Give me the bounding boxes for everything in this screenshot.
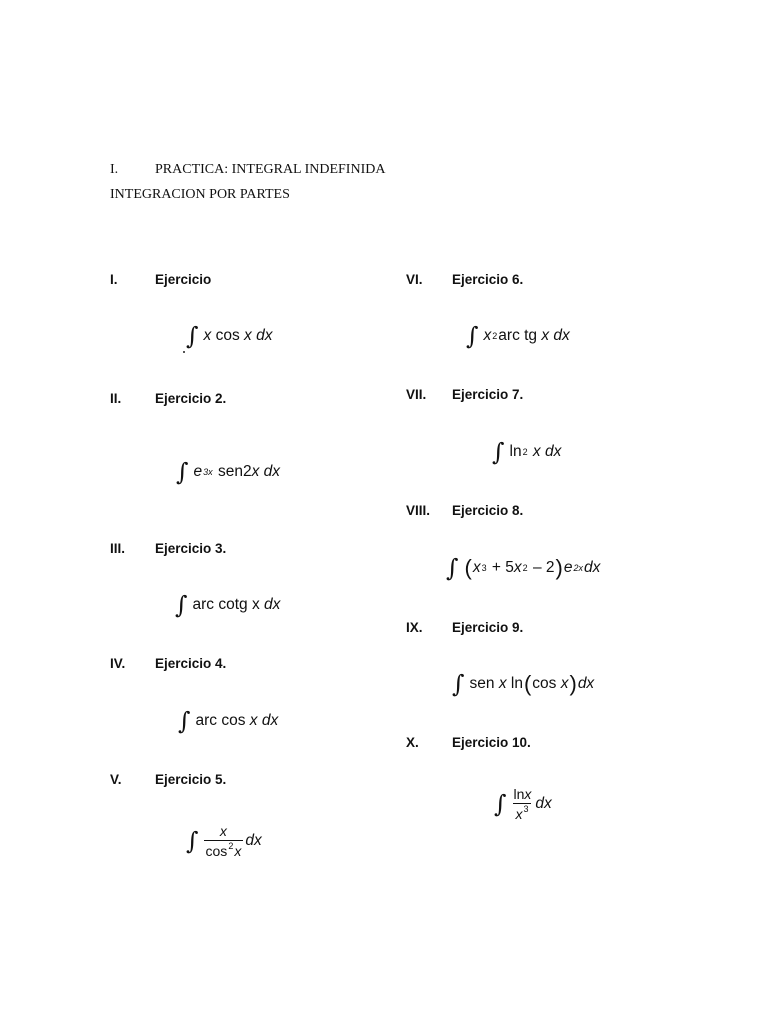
page-title: PRACTICA: INTEGRAL INDEFINIDA	[155, 162, 386, 177]
exercise-2-numeral: II.	[110, 391, 122, 406]
exercise-1-numeral: I.	[110, 272, 118, 287]
exercise-10-numeral: X.	[406, 735, 419, 750]
exercise-3-formula: ∫ arc cotg x dx	[175, 591, 281, 619]
integral-sign: ∫	[452, 670, 465, 698]
exercise-10-formula: ∫ $\frac{\ln x}{x^3}$ dx	[494, 786, 552, 822]
exercise-6-label: Ejercicio 6.	[452, 272, 524, 287]
exercise-8-formula: ∫ ( x 3 + 5 x 2 – 2 ) e 2x dx	[446, 554, 601, 582]
integral-sign: ∫	[176, 458, 189, 486]
fraction: $\frac{x}{\cos^2x}$	[205, 823, 242, 859]
exercise-9-formula: ∫ sen x ln ( cos x ) dx	[452, 670, 595, 698]
integral-sign: ∫	[494, 790, 507, 819]
exercise-1-label: Ejercicio	[155, 272, 212, 287]
integral-sign: ∫	[186, 827, 199, 856]
exercise-4-numeral: IV.	[110, 656, 126, 671]
exercise-2-label: Ejercicio 2.	[155, 391, 227, 406]
exercise-6-formula: ∫ x 2 arc tg x dx	[466, 322, 570, 350]
exercise-5-formula: ∫ $\frac{x}{\cos^2x}$ dx	[186, 823, 262, 859]
exercise-2-formula: ∫ e 3x sen 2 x dx	[176, 458, 281, 486]
integral-sign: ∫	[175, 591, 188, 619]
exercise-3-label: Ejercicio 3.	[155, 541, 227, 556]
exercise-4-formula: ∫ arc cos x dx	[178, 707, 279, 735]
exercise-8-numeral: VIII.	[406, 503, 431, 518]
integral-sign: ∫	[492, 438, 505, 466]
exercise-5-numeral: V.	[110, 772, 122, 787]
exercise-4-label: Ejercicio 4.	[155, 656, 227, 671]
exercise-8-label: Ejercicio 8.	[452, 503, 524, 518]
exercise-9-numeral: IX.	[406, 620, 423, 635]
exercise-9-label: Ejercicio 9.	[452, 620, 524, 635]
page-subtitle: INTEGRACION POR PARTES	[110, 187, 290, 202]
exercise-7-numeral: VII.	[406, 387, 427, 402]
integral-sign: ∫	[466, 322, 479, 350]
exercise-7-label: Ejercicio 7.	[452, 387, 524, 402]
exercise-10-label: Ejercicio 10.	[452, 735, 531, 750]
exercise-7-formula: ∫ ln 2 x dx	[492, 438, 562, 466]
stray-mark	[183, 351, 185, 353]
fraction: $\frac{\ln x}{x^3}$	[513, 786, 532, 822]
exercise-6-numeral: VI.	[406, 272, 423, 287]
integral-sign: ∫	[186, 322, 199, 350]
integral-sign: ∫	[178, 707, 191, 735]
section-numeral: I.	[110, 162, 119, 177]
exercise-5-label: Ejercicio 5.	[155, 772, 227, 787]
integral-sign: ∫	[446, 554, 459, 582]
exercise-3-numeral: III.	[110, 541, 126, 556]
exercise-1-formula: ∫ x cos x dx	[186, 322, 273, 350]
